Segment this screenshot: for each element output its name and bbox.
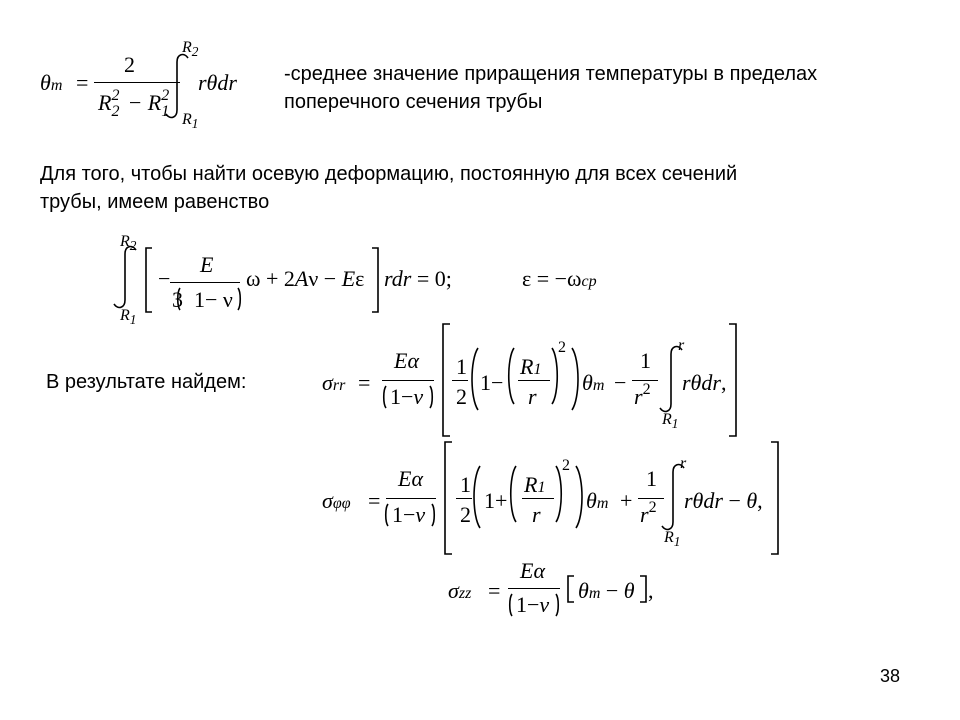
one-rr: 1 xyxy=(456,354,467,379)
integral-sign-2 xyxy=(114,247,136,308)
fraction-bar-2 xyxy=(170,282,240,283)
theta-diff-zz: θm − θ xyxy=(578,578,635,603)
paren-left-r1-rr xyxy=(509,348,514,404)
bracket-left-pp xyxy=(445,442,452,554)
sigma-zz-lhs: σzz xyxy=(448,578,472,603)
upper-r-rr: r xyxy=(678,337,685,354)
bracket-left-2 xyxy=(146,248,152,312)
sigma-phiphi-lhs: σφφ xyxy=(322,488,351,513)
equals-pp: = xyxy=(368,488,381,513)
denominator-3-1-nu: 3 1− ν xyxy=(172,287,233,312)
lower-r1-pp: $R_1$ xyxy=(664,529,681,550)
rdr-zero: rdr = 0; xyxy=(384,266,452,291)
paren-left-r1-pp xyxy=(511,466,516,522)
one2-rr: 1 xyxy=(640,348,651,373)
e-alpha-rr: Eα xyxy=(394,348,419,373)
r-rr: r xyxy=(528,384,537,409)
fraction-bar-pp xyxy=(386,498,436,499)
equals-1: = xyxy=(76,70,89,95)
bracket-right-zz xyxy=(640,576,646,602)
comma-zz: , xyxy=(648,578,654,603)
paren-right-pp xyxy=(576,466,582,528)
equals-rr: = xyxy=(358,370,371,395)
sigma-rr-lhs: σrr xyxy=(322,370,346,395)
minus-2: − xyxy=(158,266,171,291)
r1-rr: R1 xyxy=(520,354,542,379)
r2-pp: $r^2$ xyxy=(640,499,657,527)
one2-pp: 1 xyxy=(646,466,657,491)
page-number: 38 xyxy=(880,666,901,686)
two-pp: 2 xyxy=(460,502,471,527)
integrand-1: rθdr xyxy=(198,70,237,95)
one-minus-rr: 1− xyxy=(480,370,504,395)
plus-pp: + xyxy=(620,488,633,513)
numerator-2: 2 xyxy=(124,52,135,77)
r2-rr: $r^2$ xyxy=(634,381,651,409)
mean-temperature-description: -среднее значение приращения температуры в пределах поперечного сечения трубы xyxy=(284,63,818,113)
minus-rr: − xyxy=(614,370,627,395)
upper-limit-r2-2: $R_2$ xyxy=(120,233,137,254)
paren-left-rr xyxy=(472,348,478,410)
r-pp: r xyxy=(532,502,541,527)
equals-zz: = xyxy=(488,578,501,603)
bracket-right-pp xyxy=(771,442,778,554)
half-bar-pp xyxy=(456,498,472,499)
bracket-right-2 xyxy=(372,248,378,312)
theta-m-pp: θm xyxy=(586,488,609,513)
integrand-rr: rθdr, xyxy=(682,370,727,395)
upper-limit-r2: $R_2$ xyxy=(182,39,199,60)
one-minus-nu-pp: 1−ν xyxy=(392,502,426,527)
integral-sign-rr xyxy=(660,347,682,412)
upper-r-pp: r xyxy=(680,455,687,472)
paren-left-pp xyxy=(474,466,480,528)
square-pp: 2 xyxy=(562,457,570,474)
bracket-left-zz xyxy=(568,576,574,602)
theta-m-lhs: θm xyxy=(40,70,63,95)
bracket-right-rr xyxy=(729,324,736,436)
paren-right-r1-rr xyxy=(552,348,557,404)
two-rr: 2 xyxy=(456,384,467,409)
lower-limit-r1-2: $R_1$ xyxy=(120,307,137,328)
one-minus-nu-zz: 1−ν xyxy=(516,592,550,617)
one-pp: 1 xyxy=(460,472,471,497)
lower-limit-r1: $R_1$ xyxy=(182,111,199,132)
result-text: В результате найдем: xyxy=(46,371,247,393)
r1-r-bar-rr xyxy=(518,380,550,381)
fraction-bar-1 xyxy=(94,82,180,83)
lower-r1-rr: $R_1$ xyxy=(662,411,679,432)
axial-deformation-text: Для того, чтобы найти осевую деформацию, постоянную для всех сечений трубы, имеем равенство xyxy=(40,163,738,213)
one-minus-nu-rr: 1−ν xyxy=(390,384,424,409)
integral-sign-pp xyxy=(662,465,684,530)
denominator-r2-r1: $R_2^2 - R_1^2$ xyxy=(98,87,170,120)
fraction-bar-zz xyxy=(508,588,560,589)
omega-term: ω + 2Aν − Eε xyxy=(246,266,365,291)
epsilon-equals: ε = −ωcp xyxy=(522,266,597,291)
paren-right-r1-pp xyxy=(556,466,561,522)
r1-r-bar-pp xyxy=(522,498,554,499)
theta-m-rr: θm xyxy=(582,370,605,395)
e-alpha-zz: Eα xyxy=(520,558,545,583)
r1-pp: R1 xyxy=(524,472,546,497)
one-plus-pp: 1+ xyxy=(484,488,508,513)
fraction-bar-rr xyxy=(382,380,434,381)
paren-right-rr xyxy=(572,348,578,410)
e-alpha-pp: Eα xyxy=(398,466,423,491)
integrand-pp: rθdr − θ, xyxy=(684,488,763,513)
numerator-e: E xyxy=(200,252,214,277)
square-rr: 2 xyxy=(558,339,566,356)
bracket-left-rr xyxy=(443,324,450,436)
half-bar-rr xyxy=(452,380,468,381)
